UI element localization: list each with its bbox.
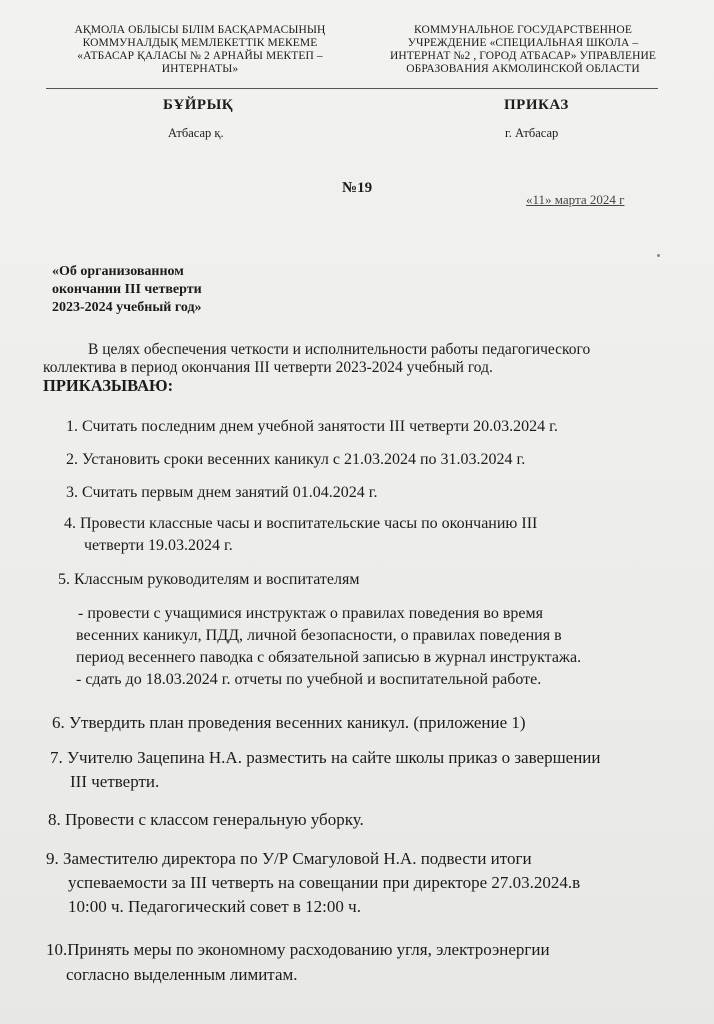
city-russian: г. Атбасар xyxy=(505,126,559,140)
header-left-line: АҚМОЛА ОБЛЫСЫ БІЛІМ БАСҚАРМАСЫНЫҢ xyxy=(74,24,326,36)
order-item-7-line-2: III четверти. xyxy=(70,772,160,791)
order-item-5-sub-4: - сдать до 18.03.2024 г. отчеты по учебной и воспитательной работе. xyxy=(76,671,542,688)
order-item-2: 2. Установить сроки весенних каникул с 21.03.2024 по 31.03.2024 г. xyxy=(66,451,526,468)
order-item-9-line-3: 10:00 ч. Педагогический совет в 12:00 ч. xyxy=(68,897,361,916)
order-item-3: 3. Считать первым днем занятий 01.04.2024 г. xyxy=(66,484,378,501)
header-right-line: УЧРЕЖДЕНИЕ «СПЕЦИАЛЬНАЯ ШКОЛА – xyxy=(407,37,639,49)
order-item-8: 8. Провести с классом генеральную уборку. xyxy=(48,810,364,829)
city-kazakh: Атбасар қ. xyxy=(168,126,224,140)
order-item-10-line-1: 10.Принять меры по экономному расходованию угля, электроэнергии xyxy=(46,940,550,959)
header-right-line: ОБРАЗОВАНИЯ АКМОЛИНСКОЙ ОБЛАСТИ xyxy=(406,63,640,75)
header-divider xyxy=(46,88,658,89)
header-left-line: ИНТЕРНАТЫ» xyxy=(161,63,239,75)
order-item-7-line-1: 7. Учителю Зацепина Н.А. разместить на сайте школы приказ о завершении xyxy=(50,748,601,767)
header-left-line: КОММУНАЛДЫҚ МЕМЛЕКЕТТІК МЕКЕМЕ xyxy=(82,37,318,49)
header-right-line: ИНТЕРНАТ №2 , ГОРОД АТБАСАР» УПРАВЛЕНИЕ xyxy=(389,50,657,62)
preamble-line-2: коллектива в период окончания III четверти 2023-2024 учебный год. xyxy=(43,359,493,376)
subject-line: 2023-2024 учебный год» xyxy=(52,300,202,315)
order-item-10-line-2: согласно выделенным лимитам. xyxy=(66,965,298,984)
order-item-4-line-1: 4. Провести классные часы и воспитательские часы по окончанию III xyxy=(64,515,538,532)
header-left-line: «АТБАСАР ҚАЛАСЫ № 2 АРНАЙЫ МЕКТЕП – xyxy=(77,50,323,62)
order-item-5: 5. Классным руководителям и воспитателям xyxy=(58,571,360,588)
title-russian: ПРИКАЗ xyxy=(504,97,569,113)
title-kazakh: БҰЙРЫҚ xyxy=(163,97,234,113)
header-right-line: КОММУНАЛЬНОЕ ГОСУДАРСТВЕННОЕ xyxy=(414,24,632,36)
order-item-9-line-1: 9. Заместителю директора по У/Р Смагуловой Н.А. подвести итоги xyxy=(46,849,532,868)
order-item-9-line-2: успеваемости за III четверть на совещании при директоре 27.03.2024.в xyxy=(68,873,581,892)
preamble-line-1: В целях обеспечения четкости и исполнительности работы педагогического xyxy=(88,341,591,358)
header-left-org xyxy=(50,24,350,76)
subject-line: окончании III четверти xyxy=(52,282,202,297)
order-item-5-sub-2: весенних каникул, ПДД, личной безопасности, о правилах поведения в xyxy=(76,627,562,644)
order-item-5-sub-3: период весеннего паводка с обязательной записью в журнал инструктажа. xyxy=(76,649,582,666)
order-date: «11» марта 2024 г xyxy=(526,192,625,207)
order-item-6: 6. Утвердить план проведения весенних каникул. (приложение 1) xyxy=(52,713,526,732)
order-word: ПРИКАЗЫВАЮ: xyxy=(43,376,174,395)
header-right-org xyxy=(362,24,684,76)
order-number: №19 xyxy=(342,180,373,196)
speck-mark xyxy=(657,254,660,257)
order-subject xyxy=(52,263,202,317)
order-item-1: 1. Считать последним днем учебной занятости III четверти 20.03.2024 г. xyxy=(66,418,558,435)
order-item-4-line-2: четверти 19.03.2024 г. xyxy=(84,537,233,554)
order-item-5-sub-1: - провести с учащимися инструктаж о правилах поведения во время xyxy=(78,605,543,622)
subject-line: «Об организованном xyxy=(52,264,184,279)
